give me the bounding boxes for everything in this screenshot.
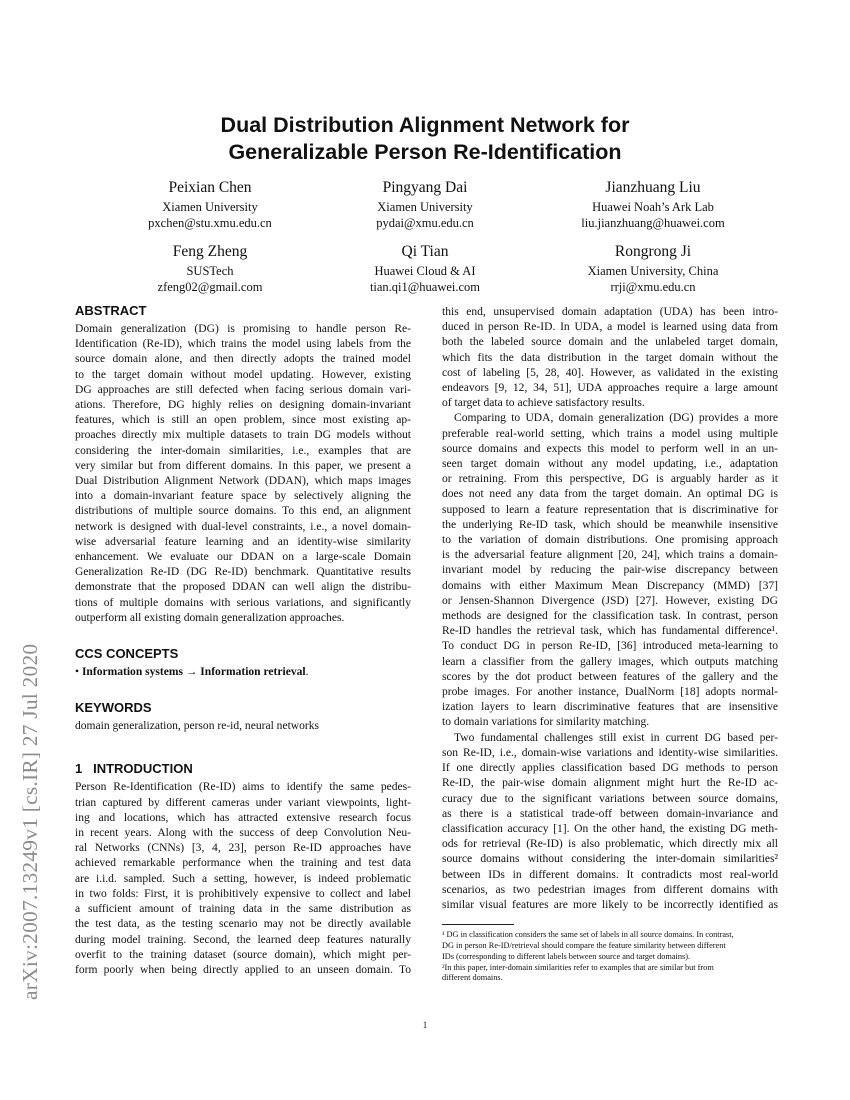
abstract-line: to the target domain without model updating. However, existing	[75, 368, 411, 381]
intro-line: during model training. Second, the learned deep features naturally	[75, 933, 411, 946]
body-line: or retraining. From this perspective, DG is arguably harder as it	[442, 473, 778, 486]
author-email: pxchen@stu.xmu.edu.cn	[148, 216, 272, 230]
dg-paragraph	[442, 411, 778, 730]
abstract-line: into a domain-invariant feature space by selectively aligning the	[75, 490, 411, 503]
intro-line: achieved remarkable performance when the training and test data	[75, 857, 411, 870]
author-name: Rongrong Ji	[614, 243, 692, 260]
body-line: cost of labeling [5, 28, 40]. However, as validated in the existing	[442, 366, 778, 379]
abstract-line: enhancement. We evaluate our DDAN on a large-scale Domain	[75, 551, 411, 564]
author-name: Qi Tian	[401, 243, 449, 260]
paper-title	[0, 112, 850, 166]
body-line: preferable real-world setting, which trains a model using multiple	[442, 427, 778, 440]
abstract-line: features, which is still an open problem, since most existing ap-	[75, 414, 411, 427]
body-line: scenarios, as two pedestrian images from different domains with	[442, 883, 778, 896]
body-line: supposed to learn a feature representation that is discriminative for	[442, 503, 778, 516]
abstract-line: wise adversarial feature learning and an identity-wise similarity	[75, 535, 411, 548]
body-line: Two fundamental challenges still exist in current DG based per-	[454, 731, 778, 744]
keywords-text: domain generalization, person re-id, neural networks	[75, 720, 320, 733]
ccs-concept-primary: Information systems	[81, 666, 183, 679]
body-line: domains with either Maximum Mean Discrepancy (MMD) [37]	[442, 579, 778, 592]
author-name: Pingyang Dai	[382, 179, 468, 196]
author-affiliation: Xiamen University	[162, 200, 258, 214]
footnote-line: ²In this paper, inter-domain similarities refer to examples that are similar but from	[442, 962, 714, 972]
body-line: similar visual features are more likely to be incorrectly identified as	[442, 898, 778, 911]
paper-title-line: Dual Distribution Alignment Network for	[220, 113, 630, 137]
abstract-line: ations. Therefore, DG highly relies on designing domain-invariant	[75, 399, 411, 412]
author-affiliation: SUSTech	[186, 264, 234, 278]
author-block	[85, 178, 335, 231]
intro-line: trian captured by different cameras under variant viewpoints, light-	[75, 796, 411, 809]
author-block	[300, 242, 550, 295]
body-line: as there is a statistical trade-off between domain-invariance and	[442, 807, 778, 820]
abstract-line: Dual Distribution Alignment Network (DDAN), which maps images	[75, 475, 411, 488]
body-line: to domain variations for similarity matching.	[442, 716, 650, 729]
footnote-line: DG in person Re-ID/retrieval should compare the feature similarity between different	[442, 940, 726, 950]
intro-line: overfit to the training dataset (source domain), which might per-	[75, 948, 411, 961]
body-line: probe images. For another instance, DualNorm [18] adopts normal-	[442, 686, 778, 699]
body-line: between IDs in different domains. It contradicts most real-world	[442, 868, 778, 881]
body-line: invariant model by reducing the pair-wise discrepancy between	[442, 564, 778, 577]
keywords-heading: KEYWORDS	[75, 700, 152, 716]
author-name: Feng Zheng	[172, 243, 248, 260]
abstract-heading: ABSTRACT	[75, 303, 147, 318]
body-line: ods for retrieval (Re-ID) is also problematic, which directly mix all	[442, 838, 778, 851]
body-line: this end, unsupervised domain adaptation (UDA) has been intro-	[442, 306, 778, 318]
abstract-body	[75, 322, 411, 626]
author-affiliation: Huawei Cloud & AI	[374, 264, 476, 278]
abstract-line: demonstrate that the proposed DDAN can well align the distribu-	[75, 581, 411, 594]
body-line: to the variation of domain distributions. One promising approach	[442, 534, 778, 547]
author-block	[528, 242, 778, 295]
abstract-line: DG approaches are still defected when facing serious domain vari-	[75, 383, 411, 396]
abstract-line: proaches directly mix multiple datasets to train DG models without	[75, 429, 411, 442]
intro-continuation-paragraph	[442, 305, 778, 411]
page-number: 1	[422, 1020, 428, 1030]
left-column	[75, 303, 411, 978]
intro-line: Person Re-Identification (Re-ID) aims to identify the same pedes-	[75, 781, 411, 794]
body-line: does not need any data from the target domain. An optimal DG is	[442, 488, 778, 501]
intro-line: a sufficient amount of training data in the same distribution as	[75, 903, 411, 916]
abstract-line: network is designed with dual-level constraints, i.e., a novel domain-	[75, 520, 411, 533]
ccs-concepts-heading: CCS CONCEPTS	[75, 646, 179, 662]
body-line: endeavors [9, 12, 34, 51], UDA approaches require a large amount	[442, 382, 778, 395]
body-line: Re-ID handles the retrieval task, which has fundamental difference¹.	[442, 625, 778, 638]
author-block	[528, 178, 778, 231]
body-line: duced in person Re-ID. In UDA, a model is learned using data from	[442, 321, 778, 334]
body-line: ization layers to learn discriminative features that are insensitive	[442, 701, 778, 714]
body-line: If one directly applies classification based DG methods to person	[442, 762, 778, 775]
abstract-line: Identification (Re-ID), which trains the model using labels from the	[75, 338, 411, 351]
introduction-heading	[75, 761, 411, 777]
body-line: of target data to achieve satisfactory results.	[442, 397, 645, 410]
abstract-line: source domain alone, and then directly adopts the trained model	[75, 353, 411, 366]
body-line: son Re-ID, i.e., domain-wise variations and identity-wise similarities.	[442, 746, 778, 759]
footnote-line: different domains.	[442, 973, 503, 983]
intro-line: the test data, as the testing scenario may not be directly available	[75, 918, 411, 931]
body-line: scores by the dot product between features of the gallery and the	[442, 670, 778, 683]
intro-line: form poorly when being directly applied to an unseen domain. To	[75, 963, 411, 976]
body-line: is the adversarial feature alignment [20, 24], which trains a domain-	[442, 549, 778, 562]
ccs-concept-secondary: Information retrieval	[200, 666, 306, 679]
author-email: rrji@xmu.edu.cn	[610, 280, 696, 294]
arxiv-identifier-stamp: arXiv:2007.13249v1 [cs.IR] 27 Jul 2020	[18, 643, 42, 1000]
footnote-rule	[442, 924, 514, 925]
body-line: Re-ID, the pair-wise domain alignment might hurt the Re-ID ac-	[442, 777, 778, 790]
author-name: Peixian Chen	[168, 179, 252, 196]
body-line: methods are designed for the classification task. In contrast, person	[442, 610, 778, 623]
abstract-line: very similar but from different domains. In this paper, we present a	[75, 459, 411, 472]
section-title: INTRODUCTION	[93, 761, 193, 777]
abstract-line: Generalization Re-ID (DG Re-ID) benchmark. Quantitative results	[75, 566, 411, 579]
footnote-line: ¹ DG in classification considers the same set of labels in all source domains. In contrast,	[442, 930, 734, 940]
abstract-line: tions of multiple domains with serious variations, and significantly	[75, 596, 411, 609]
body-line: the underlying Re-ID task, which should be meanwhile insensitive	[442, 518, 778, 531]
ccs-concepts-text	[75, 665, 411, 680]
footnotes	[442, 930, 778, 984]
body-line: classification accuracy [1]. On the other hand, the existing DG meth-	[442, 822, 778, 835]
body-line: Comparing to UDA, domain generalization (DG) provides a more	[454, 412, 778, 425]
body-line: source domains and expects this model to perform well in an un-	[442, 442, 778, 455]
body-line: seen target domain without any model updating, i.e., adaptation	[442, 458, 778, 471]
introduction-body	[75, 780, 411, 978]
body-line: curacy due to the significant variations between source domains,	[442, 792, 778, 805]
body-line: which fits the data distribution in the target domain without the	[442, 351, 778, 364]
intro-line: ral Networks (CNNs) [3, 4, 23], person Re-ID approaches have	[75, 842, 411, 855]
author-name: Jianzhuang Liu	[605, 179, 701, 196]
body-line: both the labeled source domain and the unlabeled target domain,	[442, 336, 778, 349]
author-block	[85, 242, 335, 295]
author-email: zfeng02@gmail.com	[157, 280, 263, 294]
right-column	[442, 305, 778, 984]
body-line: or Jensen-Shannon Divergence (JSD) [27]. However, existing DG	[442, 594, 778, 607]
abstract-line: outperform all existing domain generalization approaches.	[75, 611, 345, 624]
ccs-bullet: •	[75, 666, 80, 679]
footnote-line: IDs (corresponding to different labels between source and target domains).	[442, 951, 691, 961]
author-email: liu.jianzhuang@huawei.com	[581, 216, 725, 230]
ccs-period: .	[305, 666, 309, 679]
ccs-arrow: →	[185, 666, 198, 679]
abstract-line: distributions of multiple source domains. To this end, an alignment	[75, 505, 411, 518]
intro-line: in two folds: First, it is prohibitively expensive to collect and label	[75, 887, 411, 900]
author-block	[300, 178, 550, 231]
body-line: learn a classifier from the gallery images, which outputs matching	[442, 655, 778, 668]
author-affiliation: Xiamen University	[377, 200, 473, 214]
intro-line: are i.i.d. sampled. Such a setting, however, is indeed problematic	[75, 872, 411, 885]
body-line: source domains without considering the inter-domain similarities²	[442, 853, 778, 866]
intro-line: in recent years. Along with the success of deep Convolution Neu-	[75, 827, 411, 840]
paper-title-line: Generalizable Person Re-Identification	[228, 140, 622, 164]
author-email: pydai@xmu.edu.cn	[376, 216, 474, 230]
author-affiliation: Huawei Noah’s Ark Lab	[592, 200, 714, 214]
author-affiliation: Xiamen University, China	[587, 264, 719, 278]
challenges-paragraph	[442, 731, 778, 913]
body-line: To conduct DG in person Re-ID, [36] introduced meta-learning to	[442, 640, 778, 653]
section-number: 1	[75, 761, 83, 777]
author-email: tian.qi1@huawei.com	[369, 280, 481, 294]
abstract-line: considering the inter-domain similarities, i.e., examples that are	[75, 444, 411, 457]
abstract-line: Domain generalization (DG) is promising to handle person Re-	[75, 323, 411, 335]
intro-line: ing and locations, which has attracted extensive research focus	[75, 811, 411, 824]
